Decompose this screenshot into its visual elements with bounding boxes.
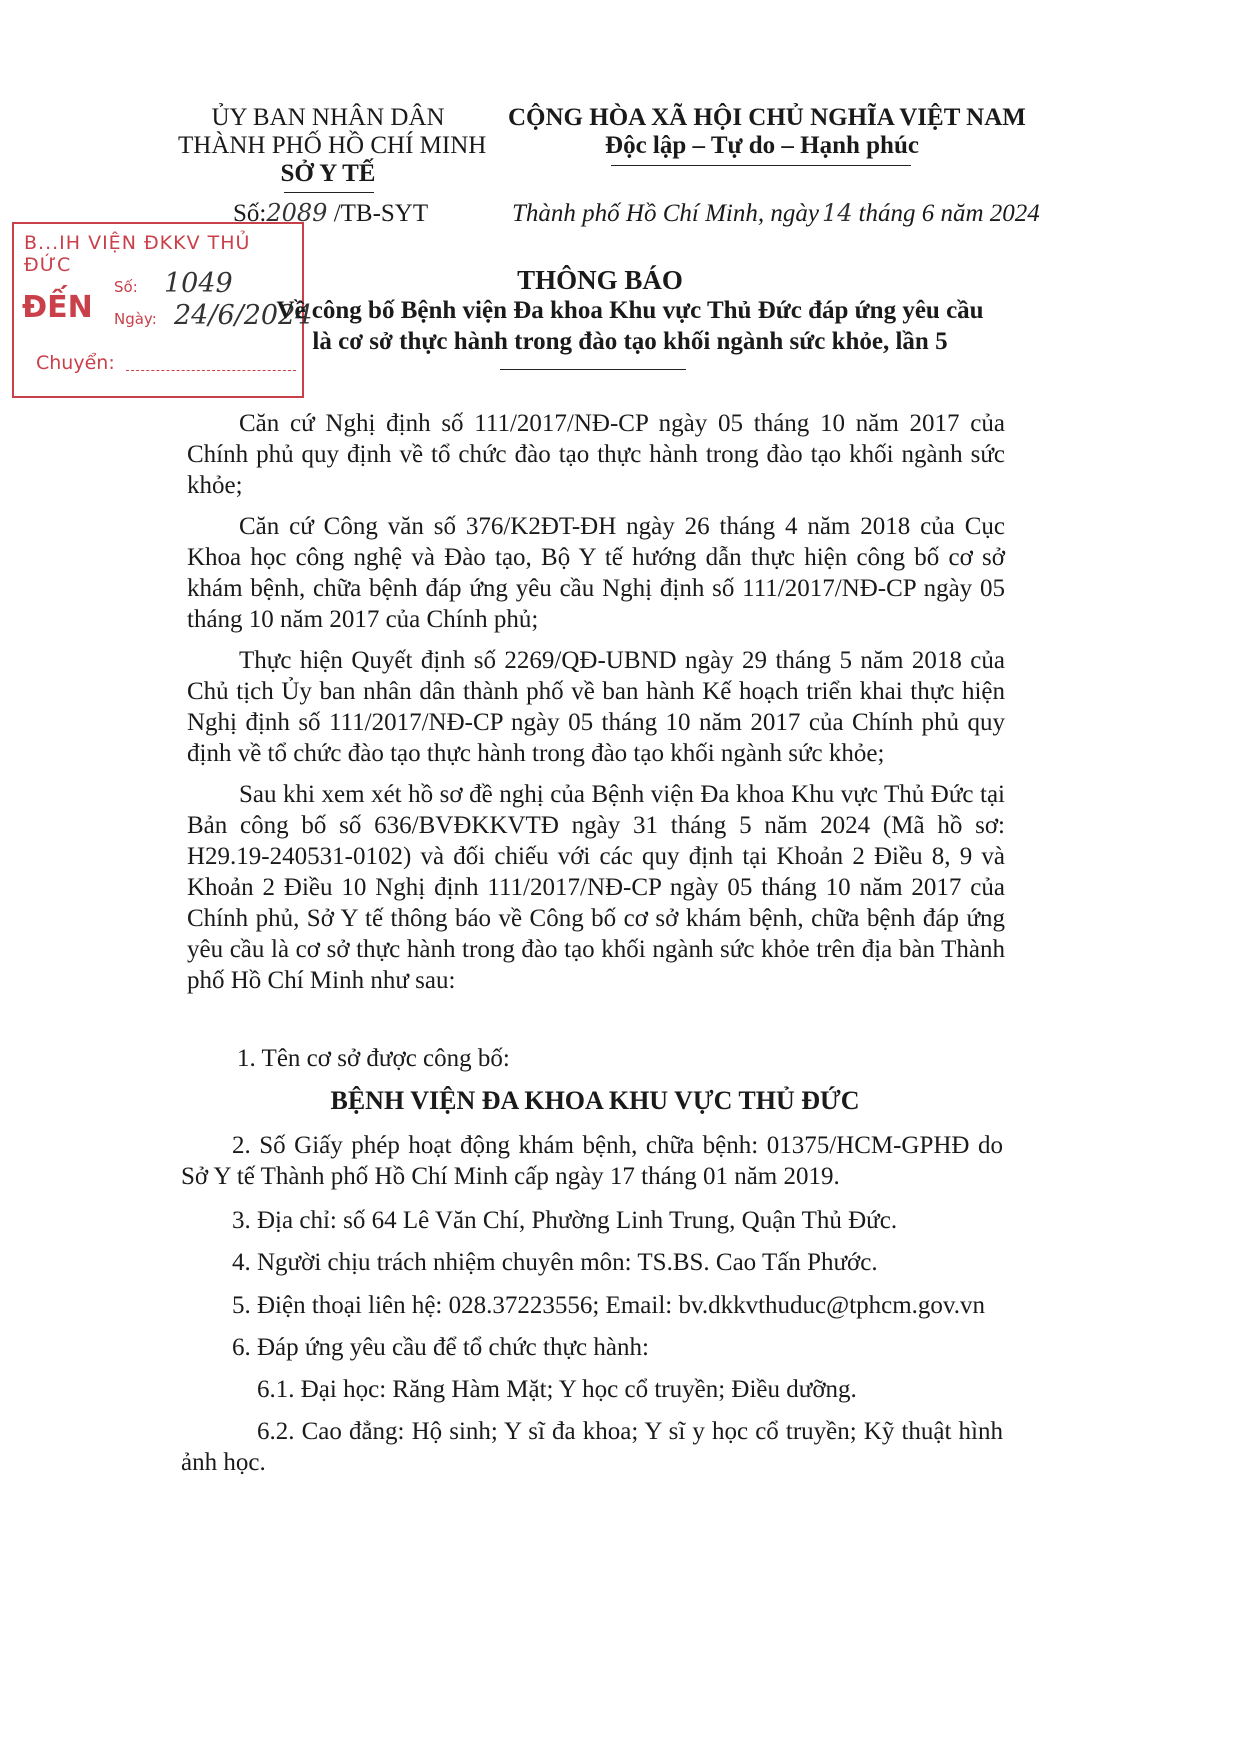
- document-subtitle-2: là cơ sở thực hành trong đào tạo khối ngành sức khỏe, lần 5: [312, 328, 948, 355]
- paragraph: Căn cứ Công văn số 376/K2ĐT-ĐH ngày 26 tháng 4 năm 2018 của Cục Khoa học công nghệ và Đào tạo, Bộ Y tế hướng dẫn thực hiện công bố cơ sở khám bệnh, chữa bệnh đáp ứng yêu cầu Nghị định số 111/2017/NĐ-CP ngày 05 tháng 10 năm 2017 của Chính phủ;: [187, 513, 1005, 633]
- item-5: 5. Điện thoại liên hệ: 028.37223556; Email: bv.dkkvthuduc@tphcm.gov.vn: [232, 1292, 986, 1319]
- item-6-2: 6.2. Cao đẳng: Hộ sinh; Y sĩ đa khoa; Y sĩ y học cổ truyền; Kỹ thuật hình ảnh học.: [181, 1418, 1003, 1476]
- facility-name: BỆNH VIỆN ĐA KHOA KHU VỰC THỦ ĐỨC: [330, 1086, 860, 1115]
- stamp-chuyen-label: Chuyển:: [36, 352, 115, 374]
- document-subtitle-1: Về công bố Bệnh viện Đa khoa Khu vực Thủ Đức đáp ứng yêu cầu: [276, 297, 984, 324]
- item-4: 4. Người chịu trách nhiệm chuyên môn: TS.BS. Cao Tấn Phước.: [232, 1249, 878, 1276]
- issuer-line-3: SỞ Y TẾ: [280, 160, 376, 187]
- stamp-ngay-label: Ngày:: [114, 310, 157, 328]
- date-prefix: Thành phố Hồ Chí Minh, ngày: [512, 200, 819, 227]
- stamp-so-value: 1049: [164, 268, 233, 299]
- number-prefix: Số:: [233, 200, 267, 227]
- stamp-den: ĐẾN: [22, 290, 93, 325]
- stamp-dash-line: [126, 370, 296, 371]
- issuer-underline: [284, 192, 374, 193]
- paragraph: Sau khi xem xét hồ sơ đề nghị của Bệnh viện Đa khoa Khu vực Thủ Đức tại Bản công bố số 636/BVĐKKVTĐ ngày 31 tháng 5 năm 2024 (Mã hồ sơ: H29.19-240531-0102) và đối chiếu với các quy định tại Khoản 2 Điều 8, 9 và Khoản 2 Điều 10 Nghị định 111/2017/NĐ-CP ngày 05 tháng 10 năm 2017 của Chính phủ, Sở Y tế thông báo về Công bố cơ sở khám bệnh, chữa bệnh đáp ứng yêu cầu là cơ sở thực hành trong đào tạo khối ngành sức khỏe trên địa bàn Thành phố Hồ Chí Minh như sau:: [187, 781, 1005, 994]
- document-date: [512, 198, 1040, 229]
- item-3: 3. Địa chỉ: số 64 Lê Văn Chí, Phường Linh Trung, Quận Thủ Đức.: [232, 1207, 898, 1234]
- document-title: THÔNG BÁO: [517, 265, 683, 295]
- country-line: CỘNG HÒA XÃ HỘI CHỦ NGHĨA VIỆT NAM: [508, 104, 1026, 131]
- stamp-so-label: Số:: [114, 278, 138, 296]
- number-suffix: /TB-SYT: [333, 200, 429, 227]
- number-handwritten: 2089: [266, 199, 328, 227]
- item-2: 2. Số Giấy phép hoạt động khám bệnh, chữa bệnh: 01375/HCM-GPHĐ do Sở Y tế Thành phố Hồ Chí Minh cấp ngày 17 tháng 01 năm 2019.: [181, 1132, 1003, 1190]
- motto-underline: [611, 165, 911, 166]
- paragraph: Căn cứ Nghị định số 111/2017/NĐ-CP ngày 05 tháng 10 năm 2017 của Chính phủ quy định về tổ chức đào tạo thực hành trong đào tạo khối ngành sức khỏe;: [187, 410, 1005, 499]
- stamp-org: B...IH VIỆN ĐKKV THỦ ĐỨC: [24, 232, 251, 276]
- motto-line: Độc lập – Tự do – Hạnh phúc: [605, 132, 919, 159]
- issuer-line-1: ỦY BAN NHÂN DÂN: [211, 104, 445, 131]
- preamble: [187, 408, 1005, 1006]
- item-6-1: 6.1. Đại học: Răng Hàm Mặt; Y học cổ truyền; Điều dưỡng.: [257, 1376, 857, 1403]
- paragraph: Thực hiện Quyết định số 2269/QĐ-UBND ngày 29 tháng 5 năm 2018 của Chủ tịch Ủy ban nhân dân thành phố về ban hành Kế hoạch triển khai thực hiện Nghị định số 111/2017/NĐ-CP ngày 05 tháng 10 năm 2017 của Chính phủ quy định về tổ chức đào tạo thực hành trong đào tạo khối ngành sức khỏe;: [187, 647, 1005, 767]
- item-1: 1. Tên cơ sở được công bố:: [237, 1045, 510, 1072]
- item-6: 6. Đáp ứng yêu cầu để tổ chức thực hành:: [232, 1334, 649, 1361]
- date-day-handwritten: 14: [821, 199, 853, 227]
- title-underline: [500, 369, 686, 370]
- issuer-line-2: THÀNH PHỐ HỒ CHÍ MINH: [178, 132, 487, 159]
- date-suffix: tháng 6 năm 2024: [858, 200, 1040, 227]
- stamp-ngay-value: 24/6/2024: [174, 300, 313, 331]
